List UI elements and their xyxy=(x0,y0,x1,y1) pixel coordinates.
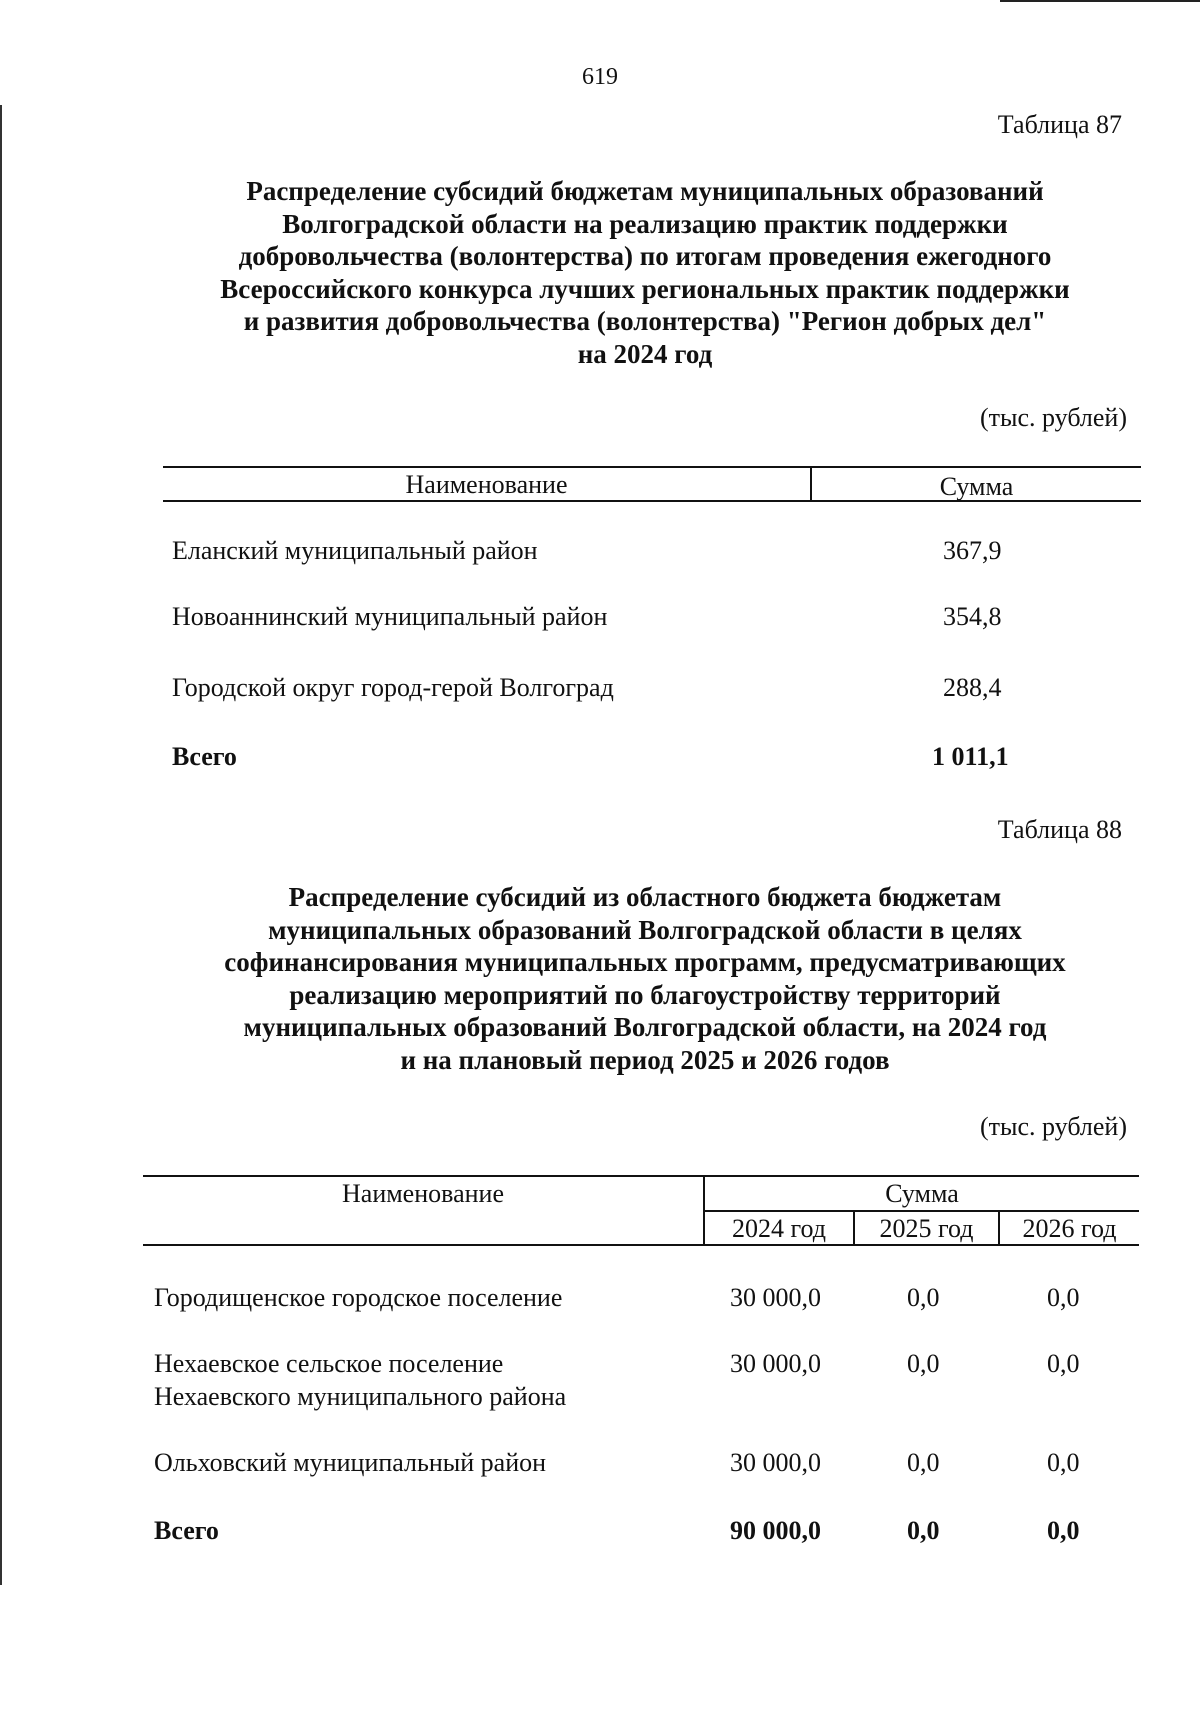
table-88-title-line: и на плановый период 2025 и 2026 годов xyxy=(400,1044,890,1075)
table-88-total-2025: 0,0 xyxy=(907,1516,940,1545)
table-88-title-line: муниципальных образований Волгоградской области в целях xyxy=(268,914,1022,945)
table-87-row-sum: 367,9 xyxy=(943,536,1002,565)
scan-edge-top xyxy=(1000,0,1200,2)
table-88-header-year: 2026 год xyxy=(1022,1214,1117,1243)
table-87-unit: (тыс. рублей) xyxy=(979,403,1127,432)
table-88-row-value-2025: 0,0 xyxy=(907,1448,940,1477)
table-88-header-sum: Сумма xyxy=(885,1179,959,1208)
table-88-row-name: Ольховский муниципальный район xyxy=(154,1448,547,1477)
page-number: 619 xyxy=(582,64,618,90)
table-88-title-line: муниципальных образований Волгоградской области, на 2024 год xyxy=(243,1012,1047,1042)
table-87-total-label: Всего xyxy=(172,742,237,771)
table-88-row-value-2025: 0,0 xyxy=(907,1283,940,1312)
table-88-label: Таблица 88 xyxy=(997,815,1122,844)
table-88-total-2024: 90 000,0 xyxy=(730,1516,821,1545)
table-88-row-value-2024: 30 000,0 xyxy=(730,1448,821,1477)
table-88-row-value-2026: 0,0 xyxy=(1047,1448,1080,1477)
table-88-title-line: софинансирования муниципальных программ, предусматривающих xyxy=(224,947,1066,977)
table-87-title-line: Волгоградской области на реализацию практик поддержки xyxy=(282,208,1008,239)
table-87-row-name: Новоаннинский муниципальный район xyxy=(172,602,608,631)
table-87-row-name: Еланский муниципальный район xyxy=(172,536,538,565)
table-87-total-sum: 1 011,1 xyxy=(932,742,1009,771)
table-88-row-value-2024: 30 000,0 xyxy=(730,1349,821,1378)
scan-edge-left xyxy=(0,105,2,1585)
table-88-row-value-2024: 30 000,0 xyxy=(730,1283,821,1312)
table-88-header-year: 2025 год xyxy=(879,1214,974,1243)
table-87-title-line: Распределение субсидий бюджетам муниципальных образований xyxy=(246,176,1044,206)
table-88-title-line: Распределение субсидий из областного бюджета бюджетам xyxy=(288,882,1002,912)
table-88-row-name: Городищенское городское поселение xyxy=(154,1283,563,1312)
table-88-header-name: Наименование xyxy=(342,1179,504,1208)
table-88-unit: (тыс. рублей) xyxy=(979,1112,1127,1141)
table-87-title xyxy=(150,175,1140,370)
table-88-title-line: реализацию мероприятий по благоустройству территорий xyxy=(289,979,1001,1010)
table-88-title xyxy=(150,881,1140,1076)
table-87-title-line: и развития добровольчества (волонтерства) "Регион добрых дел" xyxy=(243,306,1047,336)
table-87-header-name: Наименование xyxy=(405,470,568,499)
table-87-title-line: добровольчества (волонтерства) по итогам проведения ежегодного xyxy=(238,241,1052,271)
table-88-header-year: 2024 год xyxy=(732,1214,826,1243)
table-88-row-value-2025: 0,0 xyxy=(907,1349,940,1378)
table-87-label: Таблица 87 xyxy=(997,110,1122,139)
table-87-title-line: Всероссийского конкурса лучших региональных практик поддержки xyxy=(220,273,1070,304)
table-87-row-sum: 354,8 xyxy=(943,602,1002,631)
table-88-row-value-2026: 0,0 xyxy=(1047,1349,1080,1378)
table-88-row-value-2026: 0,0 xyxy=(1047,1283,1080,1312)
table-88-row-name: Нехаевского муниципального района xyxy=(154,1382,567,1411)
table-88-total-2026: 0,0 xyxy=(1047,1516,1080,1545)
table-88-total-label: Всего xyxy=(154,1516,219,1545)
table-88-row-name: Нехаевское сельское поселение xyxy=(154,1349,504,1378)
table-87-title-line: на 2024 год xyxy=(577,338,713,369)
table-87-row-name: Городской округ город-герой Волгоград xyxy=(172,673,614,702)
table-87-header-sum: Сумма xyxy=(939,472,1014,501)
table-87-row-sum: 288,4 xyxy=(943,673,1002,702)
